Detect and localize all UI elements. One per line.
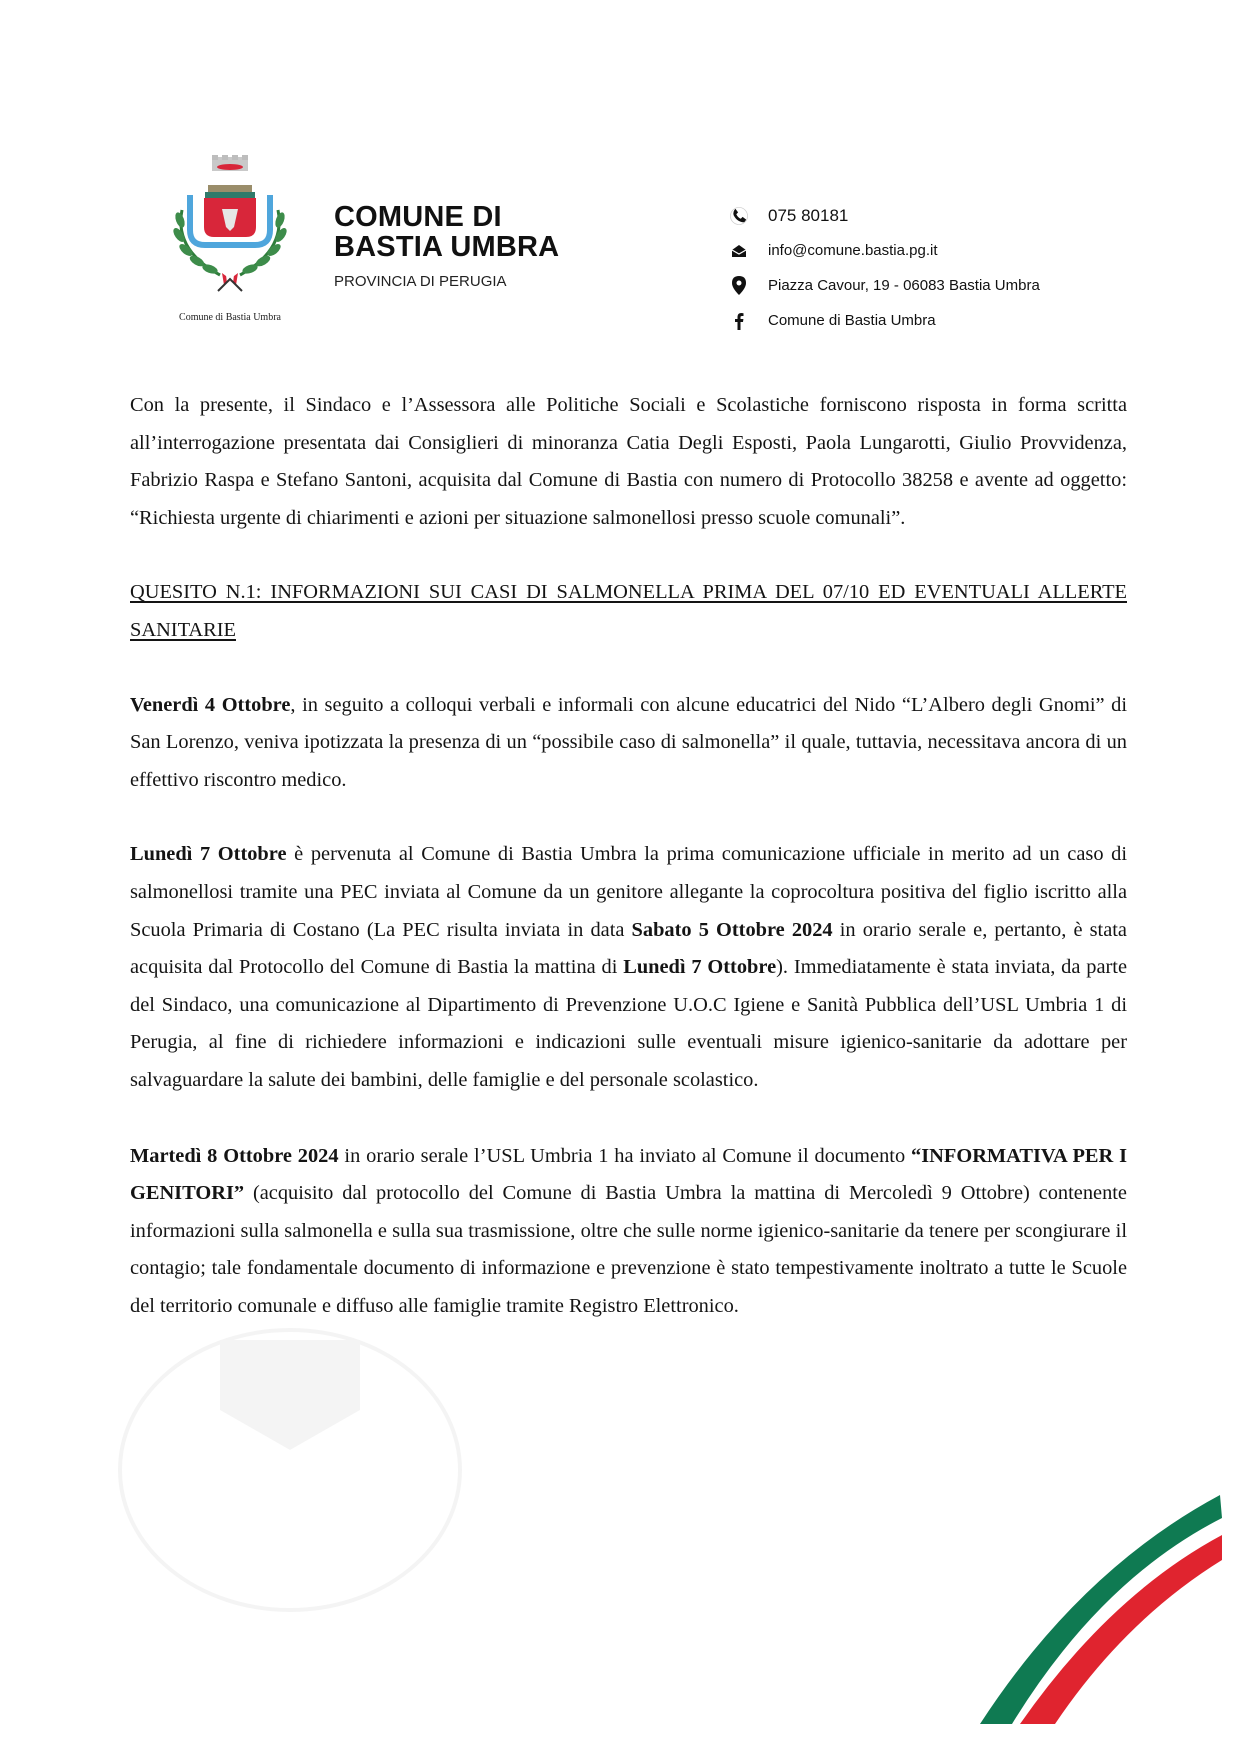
paragraph-venerdi <box>130 687 1127 800</box>
paragraph-lunedi <box>130 836 1127 1099</box>
crest-watermark <box>110 1320 470 1620</box>
contact-info <box>728 198 1040 338</box>
letter-body <box>130 387 1127 1325</box>
contact-facebook <box>728 303 1040 338</box>
intro-paragraph: Con la presente, il Sindaco e l’Assessora alle Politiche Sociali e Scolastiche forniscono risposta in forma scritta all’interrogazione presentata dai Consiglieri di minoranza Catia Degli Esposti, Paola Lungarotti, Giulio Provvidenza, Fabrizio Raspa e Stefano Santoni, acquisita dal Comune di Bastia con numero di Protocollo 38258 e avente ad oggetto: “Richiesta urgente di chiarimenti e azioni per situazione salmonellosi presso scuole comunali”. <box>130 394 1127 529</box>
email-address: info@comune.bastia.pg.it <box>768 242 938 259</box>
date-venerdi: Venerdì 4 Ottobre <box>130 693 291 716</box>
municipality-name-line1: COMUNE DI <box>334 201 502 233</box>
location-pin-icon <box>728 275 750 297</box>
municipality-name-line2: BASTIA UMBRA <box>334 231 560 263</box>
italian-flag-ribbon <box>960 1480 1240 1753</box>
municipal-crest-logo <box>160 155 300 295</box>
paragraph-text: in orario serale l’USL Umbria 1 ha inviato al Comune il documento <box>338 1144 912 1167</box>
paragraph-text: (acquisito dal protocollo del Comune di Bastia Umbra la mattina di Mercoledì 9 Ottobre) contenente informazioni sulla salmonella e sulla sua trasmissione, oltre che sulle norme igienico-sanitarie da tenere per scongiurare il contagio; tale fondamentale documento di informazione e prevenzione è stato tempestivamente inoltrato a tutte le Scuole del territorio comunale e diffuso alle famiglie tramite Registro Elettronico. <box>130 1182 1127 1317</box>
flag-green-stripe <box>980 1495 1222 1724</box>
facebook-icon <box>728 310 750 332</box>
section-heading: QUESITO N.1: INFORMAZIONI SUI CASI DI SALMONELLA PRIMA DEL 07/10 ED EVENTUALI ALLERTE SANITARIE <box>130 581 1127 641</box>
date-martedi: Martedì 8 Ottobre 2024 <box>130 1144 339 1167</box>
street-address: Piazza Cavour, 19 - 06083 Bastia Umbra <box>768 277 1040 294</box>
province-name: PROVINCIA DI PERUGIA <box>334 273 507 290</box>
date-sabato: Sabato 5 Ottobre 2024 <box>631 918 833 941</box>
phone-number: 075 80181 <box>768 205 849 225</box>
crown-icon <box>212 155 248 171</box>
contact-phone <box>728 198 1040 233</box>
paragraph-text: , in seguito a colloqui verbali e informali con alcune educatrici del Nido “L’Albero degli Gnomi” di San Lorenzo, veniva ipotizzata la presenza di un “possibile caso di salmonella” il quale, tuttavia, necessitava ancora di un effettivo riscontro medico. <box>130 693 1127 791</box>
phone-icon <box>728 205 750 227</box>
document-title: “INFORMATIVA PER I GENITORI” <box>130 1144 1128 1205</box>
paragraph-text: è pervenuta al Comune di Bastia Umbra la prima comunicazione ufficiale in merito ad un caso di salmonellosi tramite una PEC inviata al Comune da un genitore allegante la coprocoltura positiva del figlio iscritto alla Scuola Primaria di Costano (La PEC risulta inviata in data <box>130 843 1127 941</box>
contact-email <box>728 233 1040 268</box>
mail-icon <box>728 240 750 262</box>
municipality-brand <box>334 202 559 290</box>
crest-caption: Comune di Bastia Umbra <box>179 312 281 323</box>
contact-address <box>728 268 1040 303</box>
paragraph-martedi <box>130 1138 1127 1326</box>
paragraph-text: in orario serale e, pertanto, è stata acquisita dal Protocollo del Comune di Bastia la mattina di <box>130 918 1127 979</box>
paragraph-text: ). Immediatamente è stata inviata, da parte del Sindaco, una comunicazione al Dipartimento di Prevenzione U.O.C Igiene e Sanità Pubblica dell’USL Umbria 1 di Perugia, al fine di richiedere informazioni e indicazioni sulle eventuali misure igienico-sanitarie da adottare per salvaguardare la salute dei bambini, delle famiglie e del personale scolastico. <box>130 956 1128 1091</box>
date-lunedi-2: Lunedì 7 Ottobre <box>623 956 777 979</box>
date-lunedi: Lunedì 7 Ottobre <box>130 843 287 866</box>
facebook-page: Comune di Bastia Umbra <box>768 312 936 329</box>
